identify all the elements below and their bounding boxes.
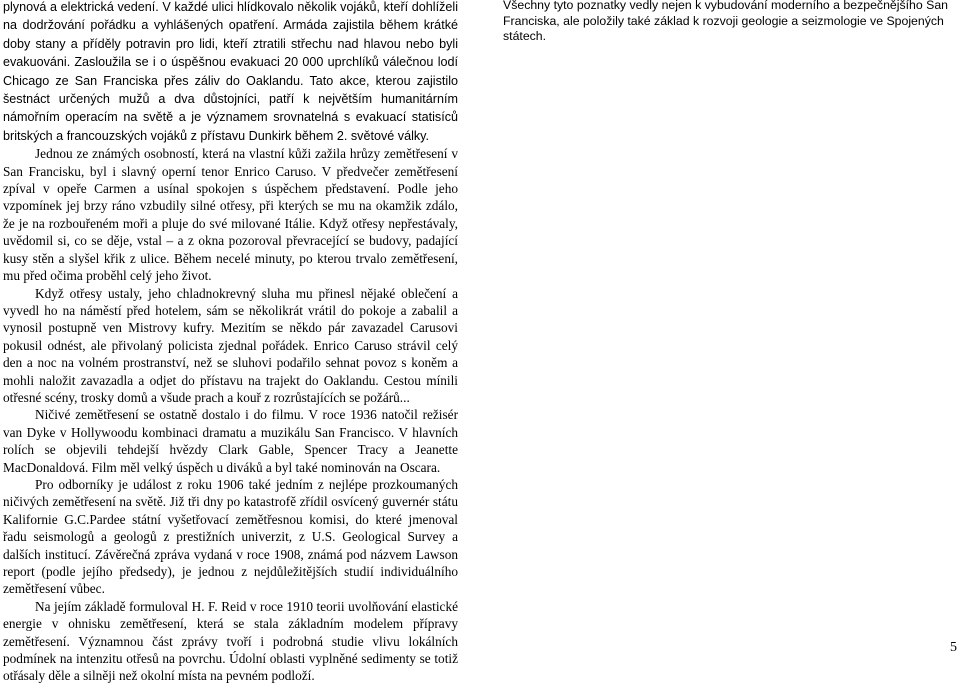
right-text-column (503, 0, 958, 45)
paragraph-film: Ničivé zemětřesení se ostatně dostalo i do filmu. V roce 1936 natočil režisér van Dyke v Hollywoodu kombinaci dramatu a muzikálu San Francisco. V hlavních rolích se objevili tehdejší hvězdy Clark Gable, Spencer Tracy a Jeanette MacDonaldová. Film měl velký úspěch u diváků a byl také nominován na Oscara. (3, 407, 458, 475)
paragraph-caruso: Jednou ze známých osobností, která na vlastní kůži zažila hrůzy zemětřesení v San Francisku, byl i slavný operní tenor Enrico Caruso. V předvečer zemětřesení zpíval v opeře Carmen a usínal spokojen s úspěchem představení. Podle jeho vzpomínek jej brzy ráno vzbudily silné otřesy, při kterých se mu na okamžik zdálo, že je na rozbouřeném moři a pluje do své milované Itálie. Když otřesy nepřestávaly, uvědomil si, co se děje, vstal – a z okna pozoroval převracející se budovy, padající kusy stěn a slyšel křik z ulice. Během necelé minuty, po kterou trvalo zemětřesení, mu před očima proběhl celý jeho život. (3, 146, 458, 284)
paragraph-reid-theory: Na jejím základě formuloval H. F. Reid v roce 1910 teorii uvolňování elastické energie v ohnisku zemětřesení, která se stala základním modelem přípravy zemětřesení. Významnou část zprávy tvoří i podrobná studie vlivu lokálních podmínek na intenzitu otřesů na povrchu. Údolní oblasti vyplněné sedimenty se totiž otřásaly děle a silněji než okolní místa na pevném podloží. (3, 598, 458, 684)
paragraph-commission: Pro odborníky je událost z roku 1906 také jedním z nejlépe prozkoumaných ničivých zemětřesení na světě. Již tři dny po katastrofě zřídil osvícený guvernér státu Kalifornie G.C.Pardee státní vyšetřovací zemětřesnou komisi, do které jmenoval řadu seismologů a geologů z prestižních univerzit, z U.S. Geological Survey a dalších institucí. Závěrečná zpráva vydaná v roce 1908, známá pod názvem Lawson report (podle jejího předsedy), je jednou z nejdůležitějších studií individuálního zemětřesení vůbec. (3, 476, 458, 597)
paragraph-army-part-a: plynová a elektrická vedení. V každé ulici hlídkovalo několik vojáků, kteří dohlíželi na dodržování pořádku a vyhlášených opatření. Armáda zajistila během krátké doby stany a příděly potravin pro lidi, kteří ztratili střechu nad hlavou nebo byli evakuováni. (3, 0, 458, 70)
paragraph-army-part-c: Tato akce, kterou zajistilo šestnáct určených mužů a dva důstojníci, patří k největším humanitárním námořním operacím na světě a je významem srovnatelná s evakuací statisíců britských a francouzských vojáků z přístavu Dunkirk během 2. světové války. (3, 73, 459, 143)
paragraph-conclusion: Všechny tyto poznatky vedly nejen k vybudování moderního a bezpečnějšího San Franciska, ale položily také základ k rozvoji geologie a seizmologie ve Spojených státech. (503, 0, 949, 44)
paragraph-army (3, 0, 458, 145)
paragraph-caruso-escape: Když otřesy ustaly, jeho chladnokrevný sluha mu přinesl nějaké oblečení a vyvedl ho na náměstí před hotelem, sám se několikrát vrátil do pokoje a zabalil a vynosil postupně ven Mistrovy kufry. Mezitím se někdo pár zavazadel Carusovi pokusil odnést, ale přivolaný policista zjednal pořádek. Enrico Caruso strávil celý den a noc na volném prostranství, než se sluhovi podařilo sehnat povoz s koněm a mohli naložit zavazadla a odjet do přístavu na trajekt do Oaklandu. Cestou mínili otřesné scény, trosky domů a všude prach a kouř z rozrůstajících se požárů... (3, 285, 458, 405)
page-number: 5 (950, 640, 957, 655)
paragraph-army-part-b: Zasloužila se i o úspěšnou evakuaci 20 000 uprchlíků válečnou lodí Chicago ze San Franciska přes záliv do Oaklandu. (3, 55, 459, 88)
left-text-column (3, 0, 458, 685)
